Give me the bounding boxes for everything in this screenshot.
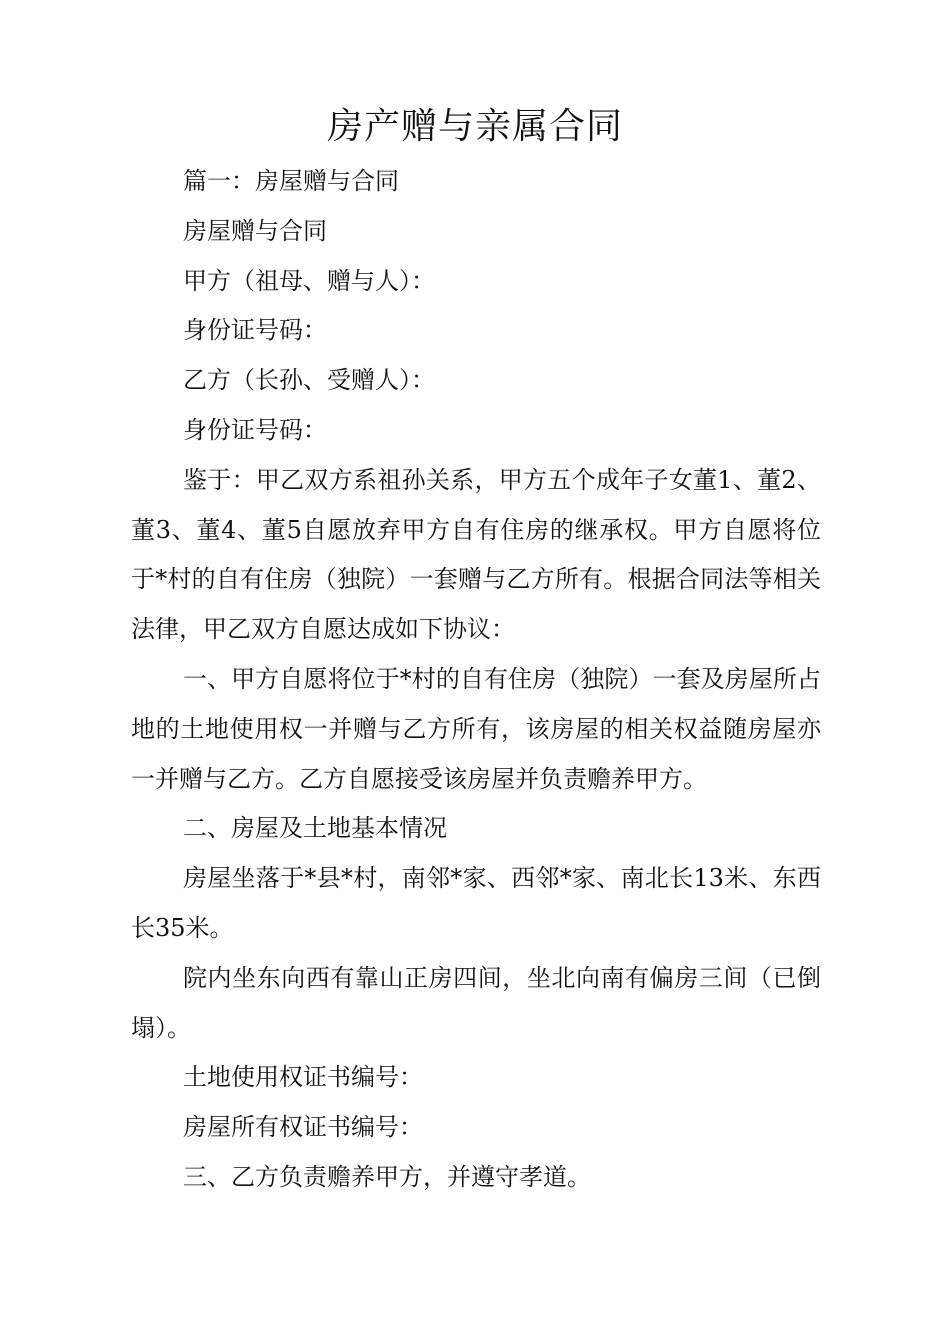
property-location-paragraph: 房屋坐落于*县*村，南邻*家、西邻*家、南北长13米、东西长35米。 — [131, 864, 821, 942]
party-b-line: 乙方（长孙、受赠人）： — [183, 366, 435, 395]
party-a-id-line: 身份证号码： — [183, 316, 327, 345]
house-certificate-line: 房屋所有权证书编号： — [183, 1113, 423, 1142]
recital-paragraph: 鉴于：甲乙双方系祖孙关系，甲方五个成年子女董1、董2、董3、董4、董5自愿放弃甲方自有住房的继承权。甲方自愿将位于*村的自有住房（独院）一套赠与乙方所有。根据合同法等相关法律，甲乙双方自愿达成如下协议： — [131, 465, 821, 644]
document-body — [131, 157, 821, 1203]
clause-two-heading: 二、房屋及土地基本情况 — [183, 814, 447, 843]
clause-three-paragraph: 三、乙方负责赡养甲方，并遵守孝道。 — [183, 1162, 591, 1191]
party-a-line: 甲方（祖母、赠与人）： — [183, 266, 435, 295]
clause-one-paragraph: 一、甲方自愿将位于*村的自有住房（独院）一套及房屋所占地的土地使用权一并赠与乙方所有，该房屋的相关权益随房屋亦一并赠与乙方。乙方自愿接受该房屋并负责赡养甲方。 — [131, 664, 821, 793]
section-heading-part-one: 篇一：房屋赠与合同 — [183, 167, 399, 195]
land-certificate-line: 土地使用权证书编号： — [183, 1063, 423, 1092]
courtyard-description-paragraph: 院内坐东向西有靠山正房四间，坐北向南有偏房三间（已倒塌）。 — [131, 963, 821, 1042]
party-b-id-line: 身份证号码： — [183, 415, 327, 444]
document-title: 房产赠与亲属合同 — [326, 106, 623, 147]
contract-heading: 房屋赠与合同 — [183, 216, 327, 245]
